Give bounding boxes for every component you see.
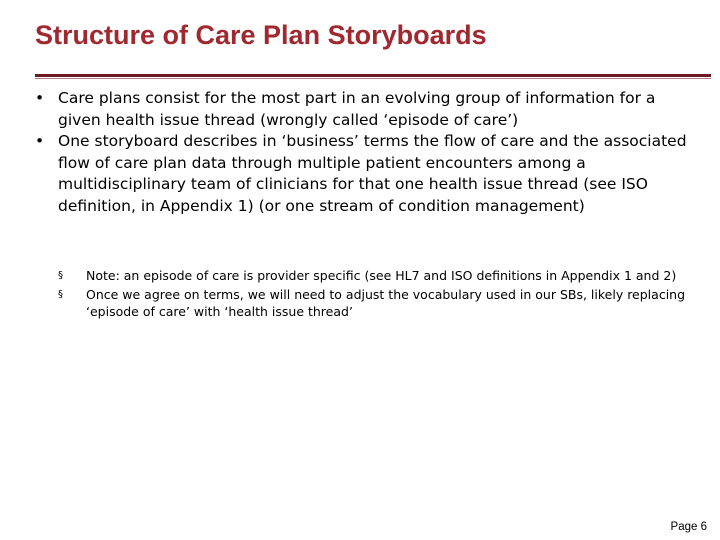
title-divider <box>35 74 711 77</box>
sub-bullet-text: Note: an episode of care is provider specific (see HL7 and ISO definitions in Appendix 1 and 2) <box>86 268 677 283</box>
bullet-item <box>35 88 700 131</box>
section-bullet-icon: § <box>58 288 63 300</box>
sub-bullet-item <box>58 267 698 285</box>
sub-bullet-item <box>58 286 698 321</box>
section-bullet-icon: § <box>58 270 63 281</box>
bullet-text: Care plans consist for the most part in an evolving group of information for a given health issue thread (wrongly called ‘episode of care’) <box>58 89 656 129</box>
bullet-list <box>35 88 700 217</box>
bullet-item <box>35 131 700 217</box>
sub-bullet-text: Once we agree on terms, we will need to adjust the vocabulary used in our SBs, likely replacing ‘episode of care’ with ‘health issue thread’ <box>86 286 686 319</box>
bullet-icon: • <box>35 89 45 107</box>
title-divider-thin <box>35 78 711 79</box>
page-number: Page 6 <box>670 521 707 533</box>
bullet-text: One storyboard describes in ‘business’ terms the flow of care and the associated flow of care plan data through multiple patient encounters among a multidisciplinary team of clinicians for that one health issue thread (see ISO definition, in Appendix 1) (or one stream of condition management) <box>58 132 687 215</box>
page-title: Structure of Care Plan Storyboards <box>35 20 487 50</box>
sub-bullet-list <box>58 267 698 322</box>
bullet-icon: • <box>35 132 45 150</box>
